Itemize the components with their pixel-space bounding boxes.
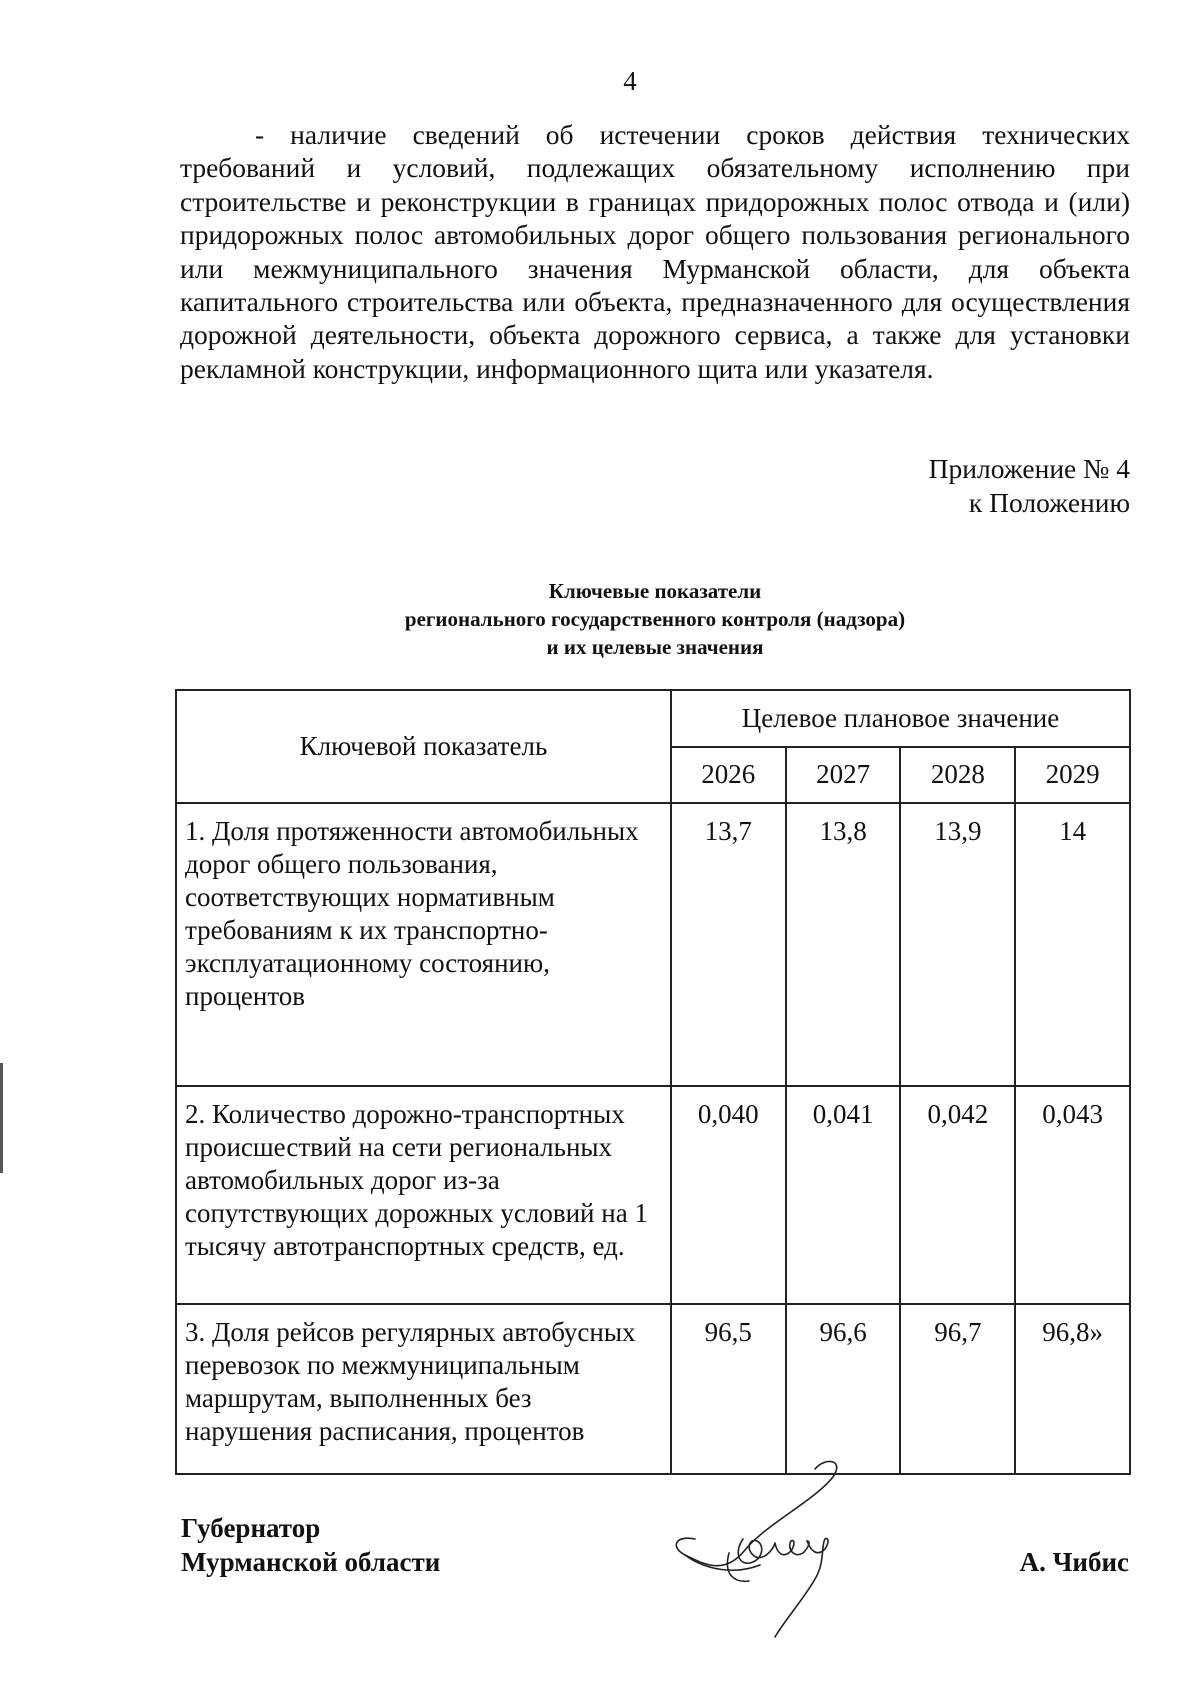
header-year: 2028 [900,747,1015,804]
header-year: 2029 [1015,747,1130,804]
value-cell: 0,041 [786,1086,901,1304]
value-cell: 0,043 [1015,1086,1130,1304]
table-header-row [176,690,1130,747]
indicator-cell: 1. Доля протяженности автомобильных дорог общего пользования, соответствующих нормативным требованиям к их транспортно-эксплуатационному состоянию, процентов [176,803,671,1086]
signature-name: А. Чибис [1019,1547,1129,1577]
indicator-cell: 3. Доля рейсов регулярных автобусных перевозок по межмуниципальным маршрутам, выполненных без нарушения расписания, процентов [176,1304,671,1474]
header-target-value: Целевое плановое значение [671,690,1130,747]
appendix-label [929,452,1130,520]
value-cell: 96,8» [1015,1304,1130,1474]
value-cell: 13,7 [671,803,786,1086]
margin-mark [0,1063,3,1173]
header-year: 2026 [671,747,786,804]
body-paragraph: - наличие сведений об истечении сроков действия технических требований и условий, подлежащих обязательному исполнению при строительстве и реконструкции в границах придорожных полос отвода и (или) придорожных полос автомобильных дорог общего пользования регионального или межмуниципального значения Мурманской области, для объекта капитального строительства или объекта, предназначенного для осуществления дорожной деятельности, объекта дорожного сервиса, а также для установки рекламной конструкции, информационного щита или указателя. [180,119,1130,384]
value-cell: 96,5 [671,1304,786,1474]
value-cell: 96,7 [900,1304,1015,1474]
value-cell: 96,6 [786,1304,901,1474]
page-number: 4 [623,66,637,96]
header-year: 2027 [786,747,901,804]
signature-position-line-1: Губернатор [181,1513,321,1543]
table-title-line-1: Ключевые показатели [548,579,762,603]
table-row [176,803,1130,1086]
handwritten-signature [665,1455,885,1640]
table-title [180,577,1130,661]
value-cell: 13,8 [786,803,901,1086]
value-cell: 0,042 [900,1086,1015,1304]
indicators-table [175,689,1131,1475]
table-title-line-2: регионального государственного контроля (надзора) [404,607,906,631]
table-row [176,1086,1130,1304]
value-cell: 13,9 [900,803,1015,1086]
value-cell: 14 [1015,803,1130,1086]
table-row [176,1304,1130,1474]
header-indicator: Ключевой показатель [176,690,671,803]
indicator-cell: 2. Количество дорожно-транспортных происшествий на сети региональных автомобильных дорог из-за сопутствующих дорожных условий на 1 тысячу автотранспортных средств, ед. [176,1086,671,1304]
appendix-line-2: к Положению [968,487,1130,518]
signature-position-line-2: Мурманской области [181,1547,441,1577]
signature-position [181,1511,440,1579]
table-title-line-3: и их целевые значения [546,635,764,659]
value-cell: 0,040 [671,1086,786,1304]
appendix-line-1: Приложение № 4 [928,453,1130,484]
